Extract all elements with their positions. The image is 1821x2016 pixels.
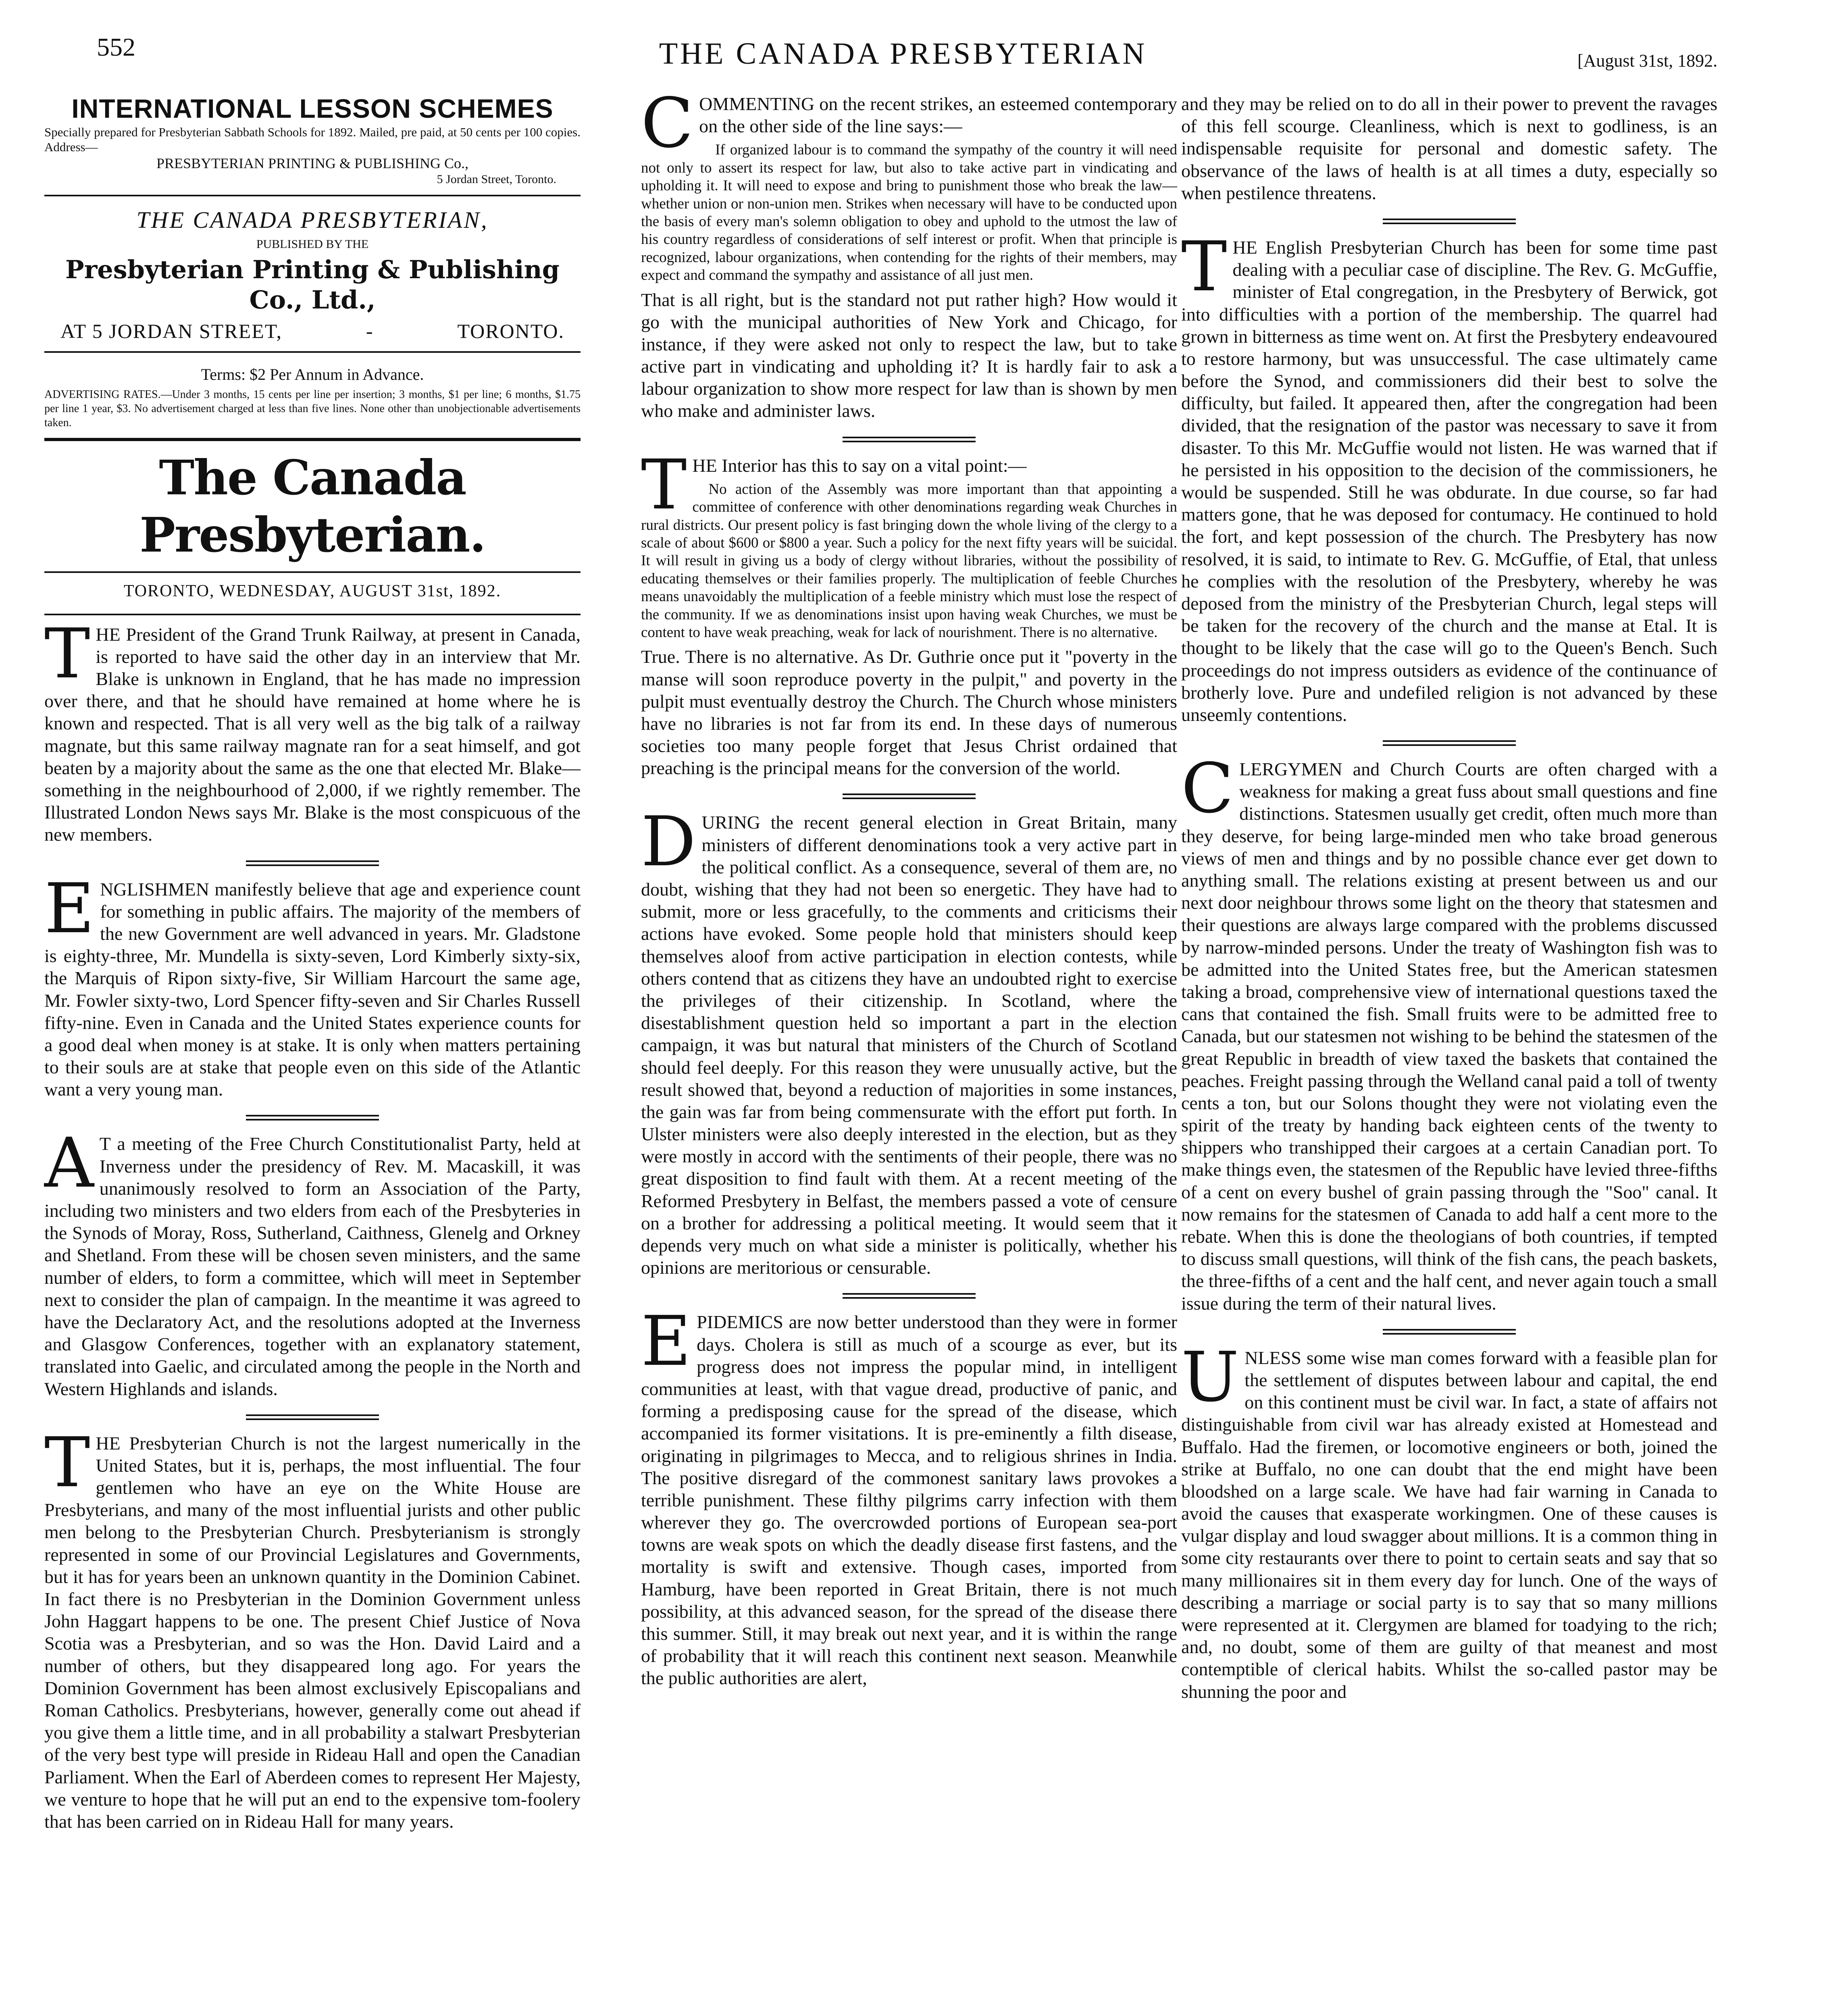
dateline: TORONTO, WEDNESDAY, AUGUST 31st, 1892. [123,582,502,601]
page-header [81,32,1725,85]
divider [246,1115,379,1120]
drop-cap: E [641,1302,691,1382]
divider [44,351,581,353]
published-by: PUBLISHED BY THE [256,237,369,251]
divider [1383,740,1516,746]
publisher-name: Presbyterian Printing & Publishing Co., Ltd., [65,255,560,314]
article-text: PIDEMICS are now better understood than they were in former days. Cholera is still as much of a scourge as ever, but its progress does not impress the popular mind, in intelligent communities at least, with that vague dread, productive of panic, and forming a predisposing cause for the spread of the disease, which accompanied its former visitations. It is pre-eminently a filth disease, originating in pilgrimages to Mecca, and to religious shrines in India. The positive disregard of the commonest sanitary laws provokes a terrible punishment. These filthy pilgrims carry infection with them wherever they go. The overcrowded portions of European sea-port towns are weak spots on which the deadly disease first fastens, and the mortality is swift and extensive. Though cases, imported from Hamburg, have been reported in Great Britain, there is not much possibility, at this advanced season, for the spread of the disease there this summer. Still, it may break out next year, and it is within the range of probability that it will reach this continent next season. Meanwhile the public authorities are alert, [641,1312,1177,1689]
lesson-schemes-text: Specially prepared for Presbyterian Sabbath Schools for 1892. Mailed, pre paid, at 50 cents per 100 copies. Address— [44,125,581,154]
article-text: True. There is no alternative. As Dr. Guthrie once put it "poverty in the manse will soon reproduce poverty in the pulpit," and poverty in the pulpit must eventually destroy the Church. The Church whose ministers have no libraries is not far from its end. In these days of numerous societies too many people forget that Jesus Christ ordained that preaching is the principal means for the conversion of the world. [641,646,1177,779]
address-dash: - [366,320,374,343]
drop-cap: A [44,1123,94,1204]
article-text: HE Interior has this to say on a vital point:— [692,455,1027,476]
drop-cap: T [44,614,90,694]
drop-cap: E [44,868,95,949]
article-quote: No action of the Assembly was more important than that appointing a committee of conference with other denominations regarding weak Churches in rural districts. Our present policy is fast bringing down the whole living of the clergy to a scale of about $600 or $800 a year. Such a policy for the next fifty years will be suicidal. It will result in giving us a body of clergy without libraries, without the possibility of educating themselves or their families properly. The multiplication of feeble Churches means unavoidably the multiplication of a feeble ministry which must lose the respect of the community. If we as denominations insist upon having weak Churches, we must be content to have weak preaching, weak for lack of nourishment. There is no alternative. [641,481,1177,641]
advertising-rates: ADVERTISING RATES.—Under 3 months, 15 cents per line per insertion; 3 months, $1 per line; 6 months, $1.75 per line 1 year, $3. No advertisement charged at less than five lines. None other than unobjectionable advertisements taken. [44,388,581,429]
publisher-address [60,319,564,343]
article-englishmen [44,868,581,1101]
column-2 [641,83,1177,1704]
column-3 [1181,93,1717,1717]
drop-cap: C [1181,749,1234,829]
article-presbyterian-church [44,1422,581,1833]
article-epidemics [641,1302,1177,1689]
article-interior [641,445,1177,779]
article-quote: If organized labour is to command the sympathy of the country it will need not only to assert its respect for law, but also to take active part in vindicating and upholding it. It will need to expose and bring to punishment those who break the law—whether union or non-union men. Strikes when necessary will have to be conducted upon the basis of every man's solemn obligation to obey and uphold to the utmost the law of his country regardless of considerations of self interest or profit. When that principle is recognized, labour organizations, when contending for the rights of their members, may expect and command the sympathy and assistance of all just men. [641,142,1177,284]
page-date: [August 31st, 1892. [1577,51,1717,71]
divider [843,793,976,799]
divider [246,860,379,866]
article-text: NLESS some wise man comes forward with a feasible plan for the settlement of disputes between labour and capital, the end on this continent must be civil war. In fact, a state of affairs not distinguishable from civil war has already existed at Homestead and Buffalo. Had the firemen, or locomotive engineers or both, joined the strike at Buffalo, no one can doubt that the end might have been bloodshed on a large scale. We have had fair warning in Canada to avoid the causes that exasperate workingmen. One of these causes is vulgar display and loud swagger about millions. It is a common thing in some city restaurants over there to point to certain seats and say that so many millionaires sit in them every day for lunch. One of the ways of describing a marriage or social party is to say that so many millions were represented at it. Clergymen are blamed for toadying to the rich; and, no doubt, some of them are guilty of that meanest and most contemptible of clerical habits. Whilst the so-called pastor may be shunning the poor and [1181,1347,1717,1702]
divider [843,1293,976,1299]
divider [44,571,581,573]
drop-cap: D [641,802,696,882]
printing-company-name: PRESBYTERIAN PRINTING & PUBLISHING Co., [156,155,469,171]
article-grand-trunk [44,614,581,846]
article-english-presbyterian [1181,227,1717,726]
lesson-schemes-title: INTERNATIONAL LESSON SCHEMES [71,94,554,123]
subscription-terms: Terms: $2 Per Annum in Advance. [201,365,424,384]
drop-cap: U [1181,1337,1239,1417]
divider [843,437,976,442]
article-text: That is all right, but is the standard not put rather high? How would it go with the municipal authorities of New York and Chicago, for instance, if they were asked not only to respect the law, but to take active part in vindicating and upholding it? It is hardly fair to ask a labour organization to show more respect for law than is shown by men who make and administer laws. [641,289,1177,421]
masthead [44,93,581,615]
article-labour-capital [1181,1337,1717,1703]
article-text: OMMENTING on the recent strikes, an esteemed contemporary on the other side of the line says:— [699,94,1177,137]
article-text: T a meeting of the Free Church Constitutionalist Party, held at Inverness under the presidency of Rev. M. Macaskill, it was unanimously resolved to form an Association of the Party, including two ministers and two elders from each of the Presbyteries in the Synods of Moray, Ross, Sutherland, Caithness, Glenelg and Orkney and Shetland. From these will be chosen seven ministers, and the same number of elders, to form a committee, which will meet in September next to consider the plan of campaign. In the meantime it was agreed to have the Declaratory Act, and the resolutions adopted at the Inverness and Glasgow Conferences, together with an explanatory statement, translated into Gaelic, and circulated among the people in the North and Western Highlands and islands. [44,1133,581,1399]
column-1 [44,93,581,1847]
divider [1383,1329,1516,1335]
drop-cap: T [641,445,687,525]
article-text: NGLISHMEN manifestly believe that age and experience count for something in public affairs. The majority of the members of the new Government are well advanced in years. Mr. Gladstone is eighty-three, Mr. Mundella is sixty-seven, Lord Kimberly sixty-six, the Marquis of Ripon sixty-five, Sir William Harcourt the same age, Mr. Fowler sixty-two, Lord Spencer fifty-seven and Sir Charles Russell fifty-nine. Even in Canada and the United States experience counts for a good deal when money is at stake. It is only when matters pertaining to their souls are at stake that people even on this side of the Atlantic want a very young man. [44,879,581,1100]
article-text: LERGYMEN and Church Courts are often charged with a weakness for making a great fuss about small questions and fine distinctions. Statesmen usually get credit, often much more than they deserve, for being large-minded men who take broad generous views of men and things and by no possible chance ever get down to anything small. The relations existing at present between us and our next door neighbour throws some light on the theory that statesmen and their questions are always large compared with the problems discussed by narrow-minded persons. Under the treaty of Washington fish was to be admitted into the United States free, but the American statesmen taking a broad, comprehensive view of international questions taxed the cans that contained the fish. Small fruits were to be admitted free to Canada, but our statesmen not wishing to be behind the statesmen of the great Republic in breadth of view taxed the baskets that contained the peaches. Freight passing through the Welland canal paid a toll of twenty cents a ton, but our Solons thought they were not violating even the spirit of the treaty by handing back eighteen cents of the twenty to shippers who transhipped their cargoes at a certain Canadian port. To make things even, the statesmen of the Republic have levied three-fifths of a cent on every bushel of grain passing through the "Soo" canal. It now remains for the statesmen of Canada to add half a cent more to the rebate. When this is done the theologians of both countries, if tempted to discuss small questions, will think of the fish cans, the peach baskets, the three-fifths of a cent and the half cent, and never again touch a small issue during the term of their natural lives. [1181,759,1717,1314]
printing-company-address: 5 Jordan Street, Toronto. [437,172,556,186]
article-clergymen [1181,749,1717,1314]
article-epidemics-continued [1181,93,1717,204]
address-city: TORONTO. [457,320,564,343]
drop-cap: T [44,1422,90,1503]
article-text: and they may be relied on to do all in their power to prevent the ravages of this fell scourge. Cleanliness, which is next to godliness, is an indispensable requisite for personal and domestic safety. The observance of the laws of health is at all times a duty, especially so when pestilence threatens. [1181,94,1717,203]
article-text: HE Presbyterian Church is not the largest numerically in the United States, but it is, perhaps, the most influential. The four gentlemen who have an eye on the White House are Presbyterians, and many of the most influential jurists and other public men belong to the Presbyterian Church. Presbyterianism is strongly represented in some of our Provincial Legislatures and Governments, but it has for years been an unknown quantity in the Dominion Cabinet. In fact there is no Presbyterian in the Dominion Government unless John Haggart happens to be one. The present Chief Justice of Nova Scotia was a Presbyterian, and so was the Hon. David Laird and a number of others, but they disappeared long ago. For years the Dominion Government has been almost exclusively Episcopalians and Roman Catholics. Presbyterians, however, generally come out ahead if you give them a little time, and in all probability a stalwart Presbyterian of the very best type will preside in Rideau Hall and open the Canadian Parliament. When the Earl of Aberdeen comes to represent Her Majesty, we venture to hope that he will put an end to the expensive tom-foolery that has been carried on in Rideau Hall for many years. [44,1433,581,1832]
article-free-church [44,1123,581,1400]
masthead-title: The Canada Presbyterian. [139,450,485,563]
article-strikes [641,83,1177,422]
divider [44,195,581,196]
page-title: THE CANADA PRESBYTERIAN [659,37,1147,71]
divider [1383,219,1516,224]
divider [44,614,581,615]
address-street: AT 5 JORDAN STREET, [60,320,283,343]
article-text: URING the recent general election in Great Britain, many ministers of different denominations took a very active part in the political conflict. As a consequence, several of them are, no doubt, wishing that they had not been so energetic. They have had to submit, more or less gracefully, to the comments and criticisms their actions have evoked. Some people hold that ministers should keep themselves aloof from active participation in election contests, while others contend that as citizens they have an undoubted right to exercise the privileges of their citizenship. In Scotland, where the disestablishment question held so important a part in the election campaign, it was but natural that ministers of the Church of Scotland should feel deeply. For this reason they were unusually active, but the result showed that, beyond a reduction of majorities in some instances, the gain was far from being commensurate with the effort put forth. In Ulster ministers were also deeply interested in the election, but as they were mostly in accord with the sentiments of their people, there was no great disposition to find fault with them. At a recent meeting of the Reformed Presbytery in Belfast, the members passed a vote of censure on a brother for addressing a political meeting. It would seem that it depends very much on what side a minister is politically, whether his opinions are meritorious or censurable. [641,812,1177,1278]
article-text: HE English Presbyterian Church has been for some time past dealing with a peculiar case of discipline. The Rev. G. McGuffie, minister of Etal congregation, in the Presbytery of Berwick, got into difficulties with a portion of the membership. The quarrel had grown in bitterness as time went on. At first the Presbytery endeavoured to restore harmony, but was unsuccessful. The case ultimately came before the Synod, and commissioners did their best to solve the difficulty, but failed. It appeared then, after the congregation had been divided, that the resignation of the pastor was necessary to save it from disaster. To this Mr. McGuffie would not listen. He was warned that if he persisted in his opposition to the decision of the commissioners, he would be suspended. Still he was obdurate. In due course, so far had matters gone, that he was deposed for contumacy. He continued to hold the fort, and kept possession of the church. The Presbytery has now resolved, it is said, to intimate to Rev. G. McGuffie, of Etal, that unless he complies with the resolution of the Presbytery, whereby he was deposed from the ministry of the Presbyterian Church, legal steps will be taken for the recovery of the church and the manse at Etal. It is thought to be likely that the case will go to the Queen's Bench. Such proceedings do not impress outsiders as evidence of the continuance of brotherly love. Pure and undefiled religion is not advanced by these unseemly contentions. [1181,237,1717,725]
page-number: 552 [97,33,135,61]
divider [246,1414,379,1420]
divider [44,438,581,441]
article-text: HE President of the Grand Trunk Railway, at present in Canada, is reported to have said the other day in an interview that Mr. Blake is unknown in England, that he has made no impression over there, and that he should have remained at home where he is known and respected. That is all very well as the big talk of a railway magnate, but this same railway magnate ran for a seat himself, and got beaten by a majority about the same as the one that elected Mr. Blake—something in the neighbourhood of 2,000, if we rightly remember. The Illustrated London News says Mr. Blake is the most conspicuous of the new members. [44,624,581,845]
drop-cap: T [1181,227,1227,307]
article-election [641,802,1177,1279]
paper-title: THE CANADA PRESBYTERIAN, [136,206,489,233]
drop-cap: C [641,83,694,163]
